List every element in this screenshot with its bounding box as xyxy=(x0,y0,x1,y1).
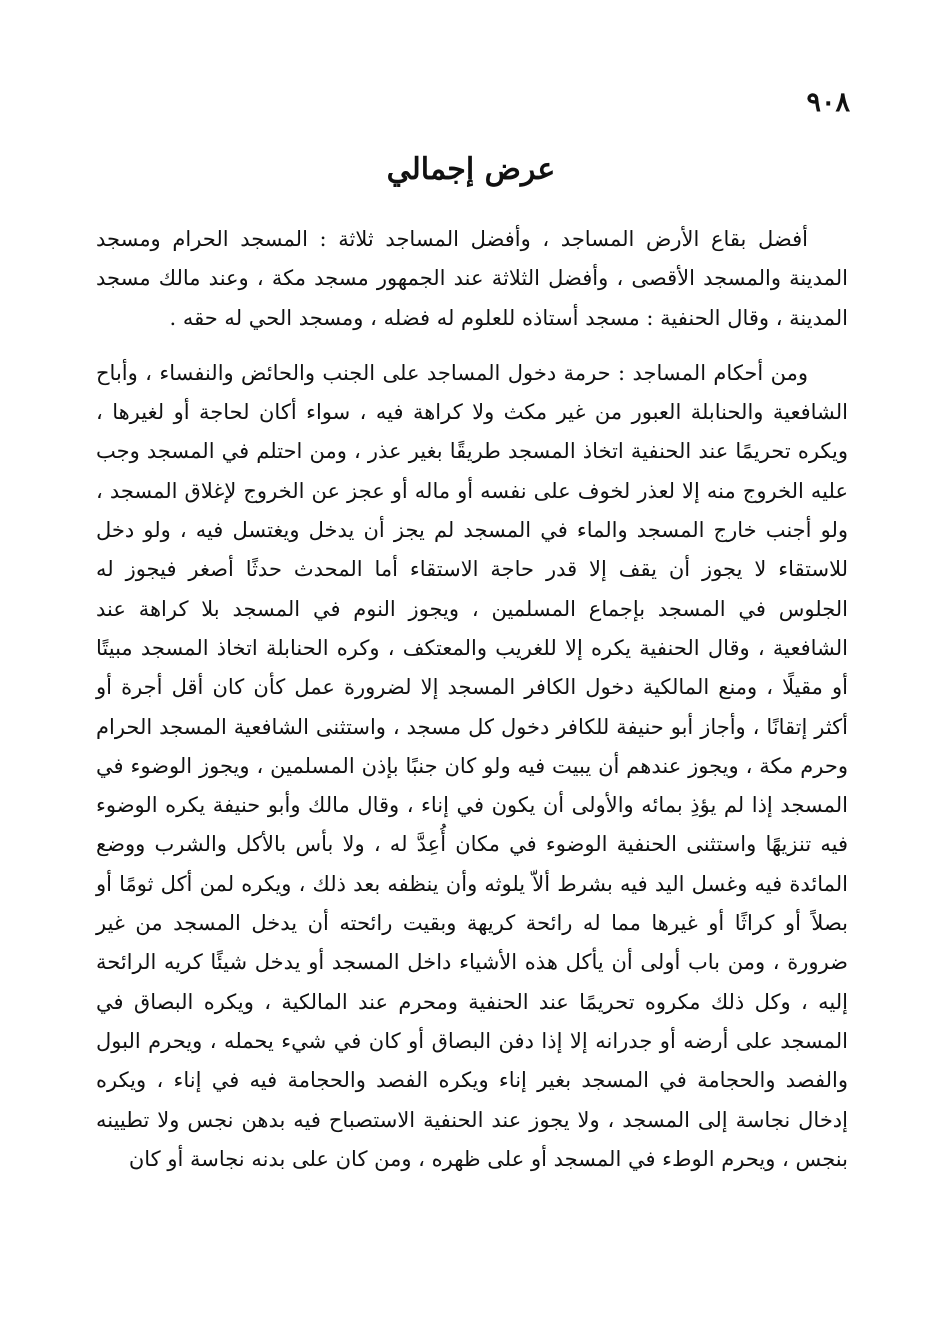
paragraph-intro: أفضل بقاع الأرض المساجد ، وأفضل المساجد ثلاثة : المسجد الحرام ومسجد المدينة والمسجد الأقصى ، وأفضل الثلاثة عند الجمهور مسجد مكة ، وعند مالك مسجد المدينة ، وقال الحنفية : مسجد أستاذه للعلوم له فضله ، ومسجد الحي له حقه . xyxy=(96,227,848,330)
page-number: ٩٠٨ xyxy=(806,87,850,118)
paragraph-rulings: ومن أحكام المساجد : حرمة دخول المساجد على الجنب والحائض والنفساء ، وأباح الشافعية والحنابلة العبور من غير مكث ولا كراهة فيه ، سواء أكان لحاجة أو لغيرها ، ويكره تحريمًا عند الحنفية اتخاذ المسجد طريقًا بغير عذر ، ومن احتلم في المسجد وجب عليه الخروج منه إلا لعذر لخوف على نفسه أو ماله أو عجز عن الخروج لإغلاق المسجد ، ولو أجنب خارج المسجد والماء في المسجد لم يجز أن يدخل ويغتسل فيه ، ولو دخل للاستقاء لا يجوز أن يقف إلا قدر حاجة الاستقاء أما المحدث حدثًا أصغر فيجوز له الجلوس في المسجد بإجماع المسلمين ، ويجوز النوم في المسجد بلا كراهة عند الشافعية ، وقال الحنفية يكره إلا للغريب والمعتكف ، وكره الحنابلة اتخاذ المسجد مبيتًا أو مقيلًا ، ومنع المالكية دخول الكافر المسجد إلا لضرورة عمل كأن كان أقل أجرة أو أكثر إتقانًا ، وأجاز أبو حنيفة للكافر دخول كل مسجد ، واستثنى الشافعية المسجد الحرام وحرم مكة ، ويجوز عندهم أن يبيت فيه ولو كان جنبًا بإذن المسلمين ، ويجوز الوضوء في المسجد إذا لم يؤذِ بمائه والأولى أن يكون في إناء ، وقال مالك وأبو حنيفة يكره الوضوء فيه تنزيهًا واستثنى الحنفية الوضوء في مكان أُعِدَّ له ، ولا بأس بالأكل والشرب ووضع المائدة فيه وغسل اليد فيه بشرط ألاّ يلوثه وأن ينظفه بعد ذلك ، ويكره لمن أكل ثومًا أو بصلاً أو كراثًا أو غيرها مما له رائحة كريهة وبقيت رائحته أن يدخل المسجد من غير ضرورة ، ومن باب أولى أن يأكل هذه الأشياء داخل المسجد أو يدخل شيئًا كريه الرائحة إليه ، وكل ذلك مكروه تحريمًا عند الحنفية ومحرم عند المالكية ، ويكره البصاق في المسجد على أرضه أو جدرانه إلا إذا دفن البصاق أو كان في شيء يحمله ، ويحرم البول والفصد والحجامة في المسجد بغير إناء ويكره الفصد والحجامة فيه في إناء ، ويكره إدخال نجاسة إلى المسجد ، ولا يجوز عند الحنفية الاستصباح فيه بدهن نجس ولا تطيينه بنجس ، ويحرم الوطء في المسجد أو على ظهره ، ومن كان على بدنه نجاسة أو كان xyxy=(96,360,848,1171)
section-title: عرض إجمالي xyxy=(386,152,556,187)
body-text xyxy=(96,220,848,1179)
